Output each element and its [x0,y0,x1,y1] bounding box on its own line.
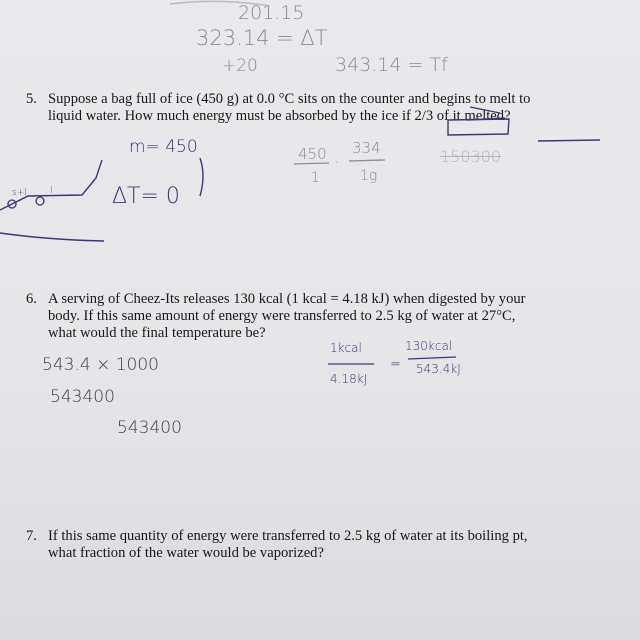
q5-delta-t: ΔT= 0 [112,184,180,209]
q6-ratio-left-num: 1kcal [330,341,362,355]
q5-fraction-den: 1 [311,170,320,186]
q6-calc-3: 543400 [117,418,182,438]
question-text-line: liquid water. How much energy must be absorbed by the ice if 2/3 of it melted? [48,108,511,124]
q5-underline-melted [538,140,600,141]
question-number: 7. [26,528,37,544]
q5-fraction-num: 450 [298,145,327,163]
q5-graph-label-l: l [50,186,53,196]
question-text-line: Suppose a bag full of ice (450 g) at 0.0 °C sits on the counter and begins to melt to [48,91,531,107]
q5-graph-point-2 [36,197,44,205]
q6-calc-1: 543.4 × 1000 [42,355,159,375]
q5-graph-curve [0,160,102,210]
top-work-line2: 323.14 = ΔT [196,26,328,50]
q5-heat-num: 334 [352,139,381,157]
q5-times: · [334,152,340,173]
q6-ratio-left-den: 4.18kJ [330,372,368,386]
q5-fraction-bar-2 [349,160,385,161]
q6-ratio-right-den: 543.4kJ [416,362,461,376]
q5-graph-arc [200,158,203,196]
q5-graph-label-sl: s+l [12,188,27,198]
q5-heat-den: 1g [360,168,378,184]
question-text-line: If this same quantity of energy were transferred to 2.5 kg of water at its boiling pt, [48,528,528,544]
question-text-line: what would the final temperature be? [48,325,266,341]
top-work-line4: 343.14 = Tf [335,54,448,76]
q6-calc-2: 543400 [50,387,115,407]
q6-ratio-bar-right [408,357,456,359]
top-work-line3: +20 [222,56,258,76]
q5-graph-point-1 [8,200,16,208]
top-work-line1: 201.15 [238,2,305,24]
q5-graph-baseline [0,233,104,241]
question-number: 5. [26,91,37,107]
q5-crossed-result: 150300 [440,147,502,166]
q6-ratio-right-num: 130kcal [405,339,453,353]
question-text-line: A serving of Cheez-Its releases 130 kcal (1 kcal = 4.18 kJ) when digested by your [48,291,526,307]
q5-fraction-bar-1 [294,163,329,164]
question-number: 6. [26,291,37,307]
q6-ratio-eq: = [390,357,401,372]
question-text-line: what fraction of the water would be vaporized? [48,545,324,561]
q5-mass: m= 450 [129,137,198,157]
question-text-line: body. If this same amount of energy were transferred to 2.5 kg of water at 27°C, [48,308,516,324]
